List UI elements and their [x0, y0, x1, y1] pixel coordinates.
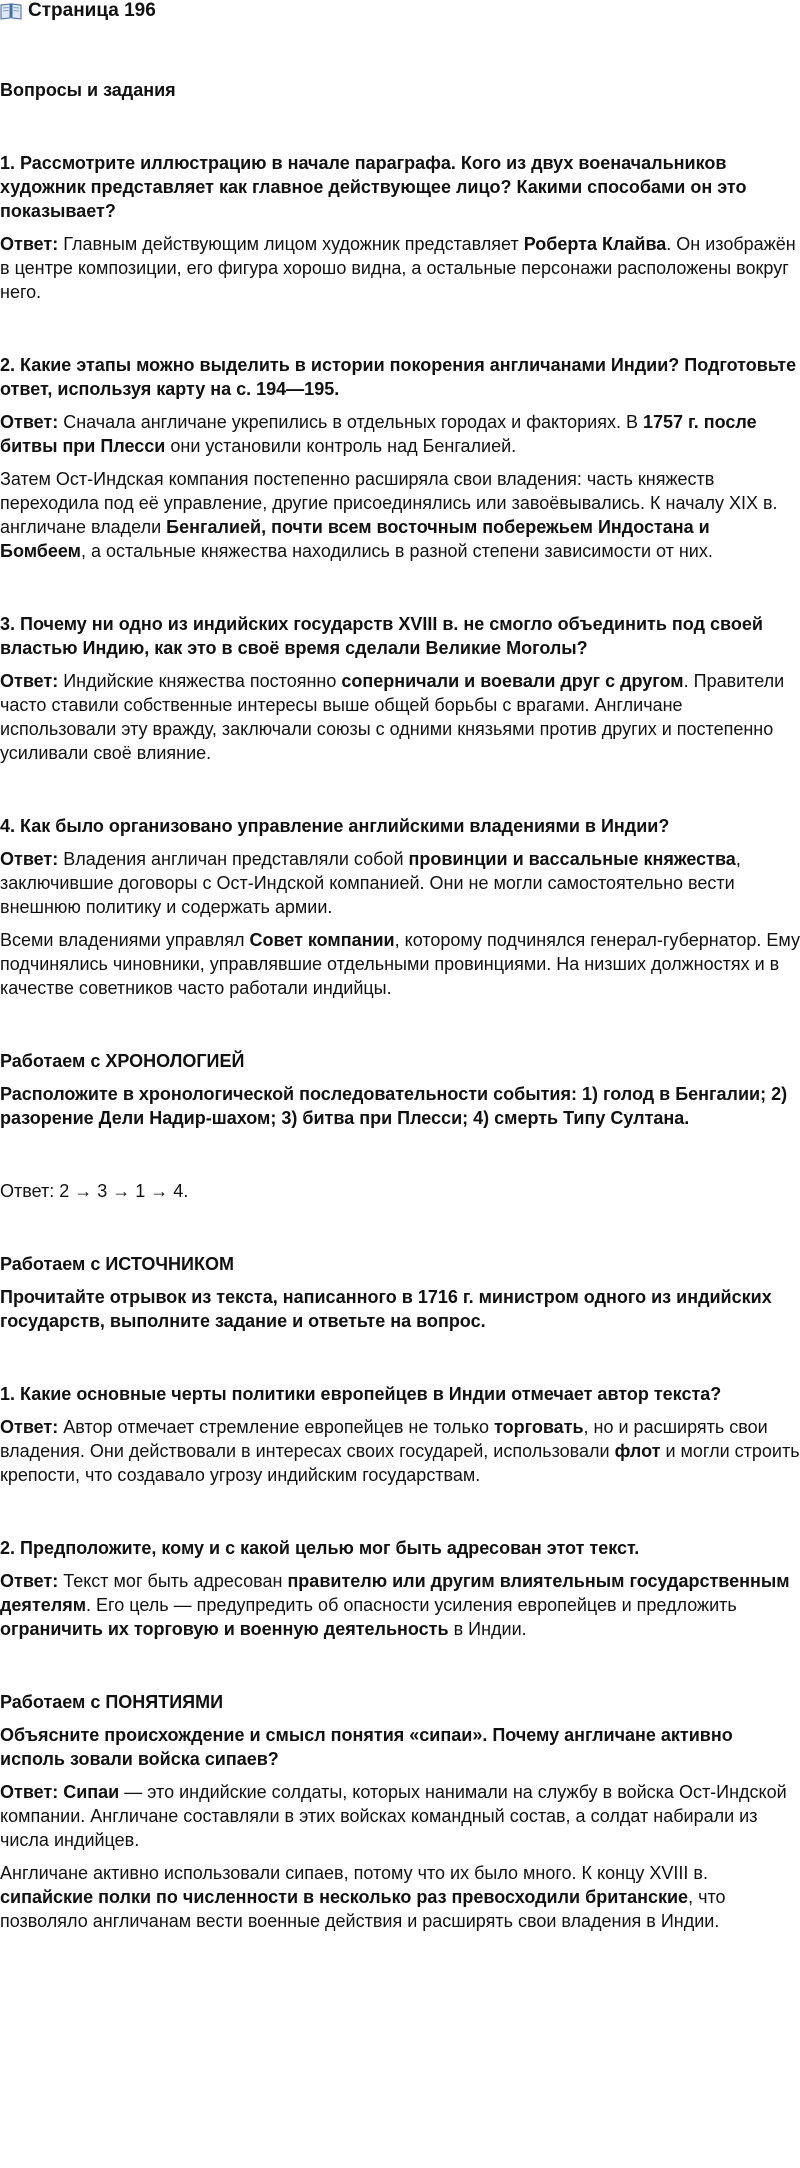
answer-label: Ответ:	[0, 671, 59, 691]
section-title-questions: Вопросы и задания	[0, 80, 176, 100]
answer-2-part-1	[0, 410, 800, 458]
answer-emphasis: Роберта Клайва	[523, 234, 667, 254]
answer-emphasis: ограничить их торговую и военную деятельность	[0, 1619, 449, 1639]
answer-text: Сначала англичане укрепились в отдельных городах и факториях. В	[58, 412, 643, 432]
answer-label: Ответ: Сипаи	[0, 1782, 120, 1802]
answer-label: Ответ:	[0, 1571, 59, 1591]
question-1: 1. Рассмотрите иллюстрацию в начале параграфа. Кого из двух военачальников художник представляет как главное действующее лицо? Какими способами он это показывает?	[0, 153, 747, 221]
chronology-task: Расположите в хронологической последовательности события: 1) голод в Бенгалии; 2) разорение Дели Надир-шахом; 3) битва при Плесси; 4) смерть Типу Султана.	[0, 1084, 788, 1128]
section-title-concepts: Работаем с ПОНЯТИЯМИ	[0, 1692, 224, 1712]
book-icon	[0, 2, 22, 20]
answer-emphasis: правителю или другим влиятельным государственным деятелям	[0, 1571, 790, 1615]
answer-label: Ответ:	[0, 849, 59, 869]
page-title	[0, 0, 800, 22]
question-3: 3. Почему ни одно из индийских государств XVIII в. не смогло объединить под своей властью Индию, как это в своё время сделали Великие Моголы?	[0, 614, 763, 658]
answer-1	[0, 232, 800, 304]
answer-text: Владения англичан представляли собой	[58, 849, 409, 869]
concepts-answer-part-1	[0, 1780, 800, 1852]
answer-text: . Он изображён в центре композиции, его фигура хорошо видна, а остальные персонажи расположены вокруг него.	[0, 234, 796, 302]
source-question-2: 2. Предположите, кому и с какой целью мог быть адресован этот текст.	[0, 1538, 640, 1558]
answer-text: , заключившие договоры с Ост-Индской компанией. Они не могли самостоятельно вести внешнюю политику и содержать армии.	[0, 849, 741, 917]
answer-4-part-2	[0, 928, 800, 1000]
answer-text: в Индии.	[448, 1619, 527, 1639]
section-title-source: Работаем с ИСТОЧНИКОМ	[0, 1254, 234, 1274]
answer-text: , но и расширять свои владения. Они действовали в интересах своих государей, использовали	[0, 1417, 768, 1461]
answer-label: Ответ:	[0, 412, 59, 432]
concepts-answer-part-2	[0, 1861, 800, 1933]
answer-emphasis: сипайские полки по численности в несколько раз превосходили британские	[0, 1887, 689, 1907]
answer-3	[0, 669, 800, 765]
answer-text: Текст мог быть адресован	[58, 1571, 288, 1591]
answer-text: и могли строить крепости, что создавало угрозу индийским государствам.	[0, 1441, 800, 1485]
answer-2-part-2	[0, 467, 800, 563]
answer-text: , которому подчинялся генерал-губернатор. Ему подчинялись чиновники, управлявшие отдельными провинциями. На низших должностях и в качестве советников часто работали индийцы.	[0, 930, 800, 998]
answer-emphasis: 1757 г. после битвы при Плесси	[0, 412, 757, 456]
page-title-text: Страница 196	[28, 0, 156, 21]
question-2: 2. Какие этапы можно выделить в истории покорения англичанами Индии? Подготовьте ответ, используя карту на с. 194—195.	[0, 355, 797, 399]
concepts-task: Объясните происхождение и смысл понятия «сипаи». Почему англичане активно исполь зовали войска сипаев?	[0, 1725, 733, 1769]
source-answer-1	[0, 1415, 800, 1487]
answer-text: , что позволяло англичанам вести военные действия и расширять свои владения в Индии.	[0, 1887, 726, 1931]
answer-4-part-1	[0, 847, 800, 919]
answer-label: Ответ:	[0, 1417, 59, 1437]
answer-text: Англичане активно использовали сипаев, потому что их было много. К концу XVIII в.	[0, 1863, 708, 1883]
answer-text: Главным действующим лицом художник представляет	[58, 234, 524, 254]
answer-text: — это индийские солдаты, которых нанимали на службу в войска Ост-Индской компании. Англичане составляли в этих войсках командный состав, а солдат набирали из числа индийцев.	[0, 1782, 787, 1850]
answer-text: . Его цель — предупредить об опасности усиления европейцев и предложить	[86, 1595, 737, 1615]
answer-emphasis: Бенгалией, почти всем восточным побережьем Индостана и Бомбеем	[0, 517, 710, 561]
question-4: 4. Как было организовано управление английскими владениями в Индии?	[0, 816, 670, 836]
section-title-chronology: Работаем с ХРОНОЛОГИЕЙ	[0, 1051, 245, 1071]
answer-text: , а остальные княжества находились в разной степени зависимости от них.	[81, 541, 713, 561]
answer-text: Автор отмечает стремление европейцев не только	[58, 1417, 494, 1437]
answer-emphasis: провинции и вассальные княжества	[408, 849, 736, 869]
answer-emphasis: торговать	[494, 1417, 584, 1437]
source-answer-2	[0, 1569, 800, 1641]
answer-text: Индийские княжества постоянно	[58, 671, 342, 691]
source-question-1: 1. Какие основные черты политики европейцев в Индии отмечает автор текста?	[0, 1384, 722, 1404]
chronology-answer: Ответ: 2 → 3 → 1 → 4.	[0, 1181, 189, 1201]
answer-emphasis: Совет компании	[249, 930, 395, 950]
answer-text: . Правители часто ставили собственные интересы выше общей борьбы с врагами. Англичане использовали эту вражду, заключали союзы с одними князьями против других и постепенно усиливали своё влияние.	[0, 671, 785, 763]
answer-text: Затем Ост-Индская компания постепенно расширяла свои владения: часть княжеств переходила под её управление, другие присоединялись или завоёвывались. К началу XIX в. англичане владели	[0, 469, 778, 537]
source-task: Прочитайте отрывок из текста, написанного в 1716 г. министром одного из индийских государств, выполните задание и ответьте на вопрос.	[0, 1287, 772, 1331]
answer-emphasis: соперничали и воевали друг с другом	[341, 671, 684, 691]
answer-text: Всеми владениями управлял	[0, 930, 250, 950]
answer-text: они установили контроль над Бенгалией.	[165, 436, 517, 456]
answer-emphasis: флот	[614, 1441, 661, 1461]
answer-label: Ответ:	[0, 234, 59, 254]
